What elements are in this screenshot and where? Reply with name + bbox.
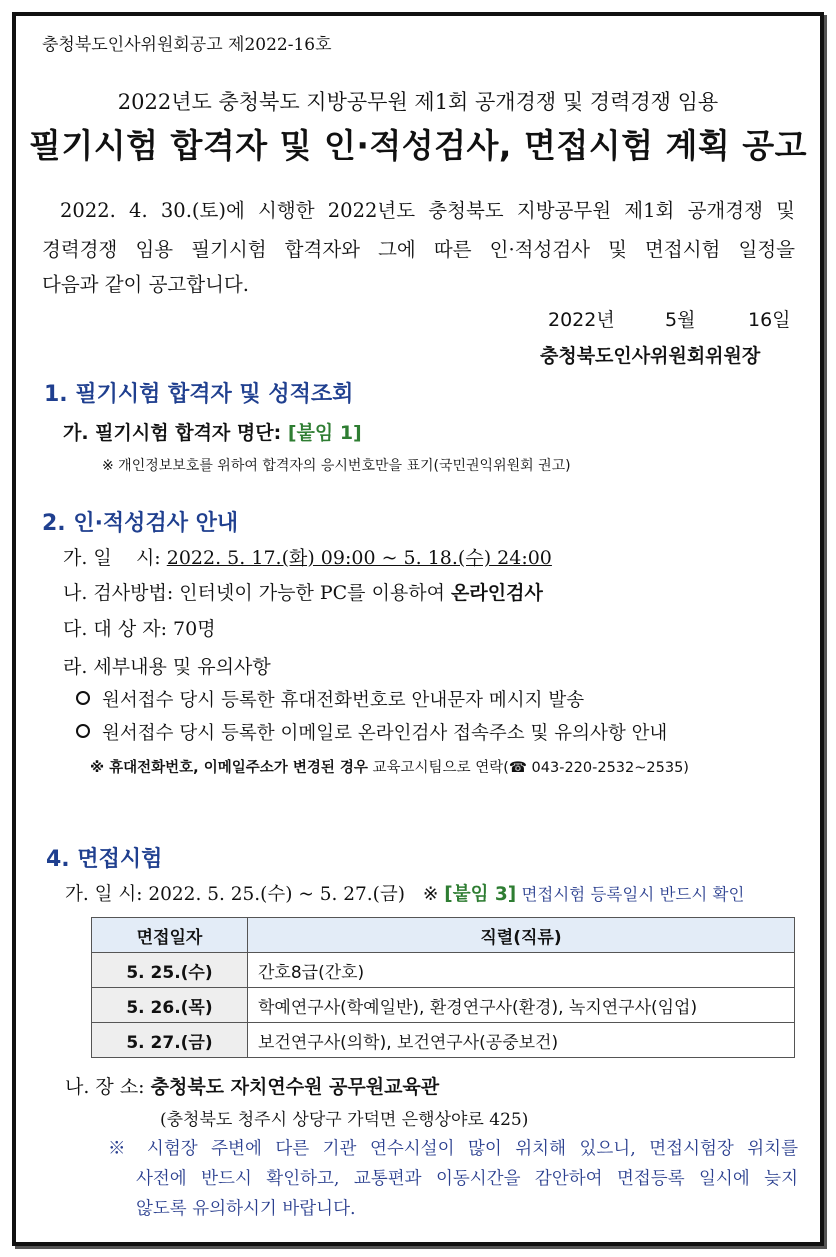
section4-schedule-label: 가. 일 시: 2022. 5. 25.(수) ~ 5. 27.(금) [65, 884, 405, 905]
section2-method-value: 온라인검사 [451, 582, 543, 604]
section2-method [63, 578, 543, 605]
issuer: 충청북도인사위원회위원장 [540, 345, 761, 367]
section2-details: 라. 세부내용 및 유의사항 [63, 656, 271, 678]
section2-method-label: 나. 검사방법: 인터넷이 가능한 PC를 이용하여 [63, 582, 452, 604]
intro-line-3: 다음과 같이 공고합니다. [42, 273, 249, 296]
note-mark: ※ [422, 884, 445, 905]
date-month: 5월 [665, 309, 696, 331]
section2-schedule-value: 2022. 5. 17.(화) 09:00 ~ 5. 18.(수) 24:00 [166, 547, 552, 569]
section2-bullet-2-text: 원서접수 당시 등록한 이메일로 온라인검사 접속주소 및 유의사항 안내 [102, 723, 668, 744]
section1-item-ga [63, 418, 362, 445]
warning-line-1: ※ 시험장 주변에 다른 기관 연수시설이 많이 위치해 있으니, 면접시험장 위치를 [108, 1139, 798, 1159]
table-cell-date: 5. 26.(목) [92, 988, 248, 1023]
section4-schedule-note [423, 884, 745, 905]
warning-line-2: 사전에 반드시 확인하고, 교통편과 이동시간을 감안하여 면접등록 일시에 늦지 [136, 1169, 798, 1189]
table-row [92, 953, 795, 988]
table-header-date: 면접일자 [92, 918, 248, 953]
notice-title: 필기시험 합격자 및 인·적성검사, 면접시험 계획 공고 [29, 126, 807, 165]
table-header-row [92, 918, 795, 953]
section2-note-bold: ※ 휴대전화번호, 이메일주소가 변경된 경우 [90, 760, 368, 776]
table-row [92, 988, 795, 1023]
table-cell-position: 간호8급(간호) [248, 953, 795, 988]
table-cell-position: 학예연구사(학예일반), 환경연구사(환경), 녹지연구사(임업) [248, 988, 795, 1023]
notice-subtitle: 2022년도 충청북도 지방공무원 제1회 공개경쟁 및 경력경쟁 임용 [117, 90, 719, 114]
date-year: 2022년 [548, 309, 615, 331]
notice-id: 충청북도인사위원회공고 제2022-16호 [42, 35, 332, 55]
section1-note: ※ 개인정보보호를 위하여 합격자의 응시번호만을 표기(국민권익위원회 권고) [102, 458, 571, 474]
section1-item-ga-label: 가. 필기시험 합격자 명단: [63, 422, 288, 444]
section1-heading: 1. 필기시험 합격자 및 성적조회 [44, 382, 354, 407]
warning-line-3: 않도록 유의하시기 바랍니다. [136, 1199, 356, 1219]
section2-schedule [63, 543, 552, 570]
section1-attachment-1: [붙임 1] [287, 422, 362, 444]
table-cell-date: 5. 27.(금) [92, 1023, 248, 1058]
bullet-circle-icon [76, 724, 90, 738]
section2-bullet-1 [76, 686, 584, 712]
section4-heading: 4. 면접시험 [46, 847, 163, 872]
section2-note [90, 756, 689, 777]
intro-line-1: 2022. 4. 30.(토)에 시행한 2022년도 충청북도 지방공무원 제1회 공개경쟁 및 [60, 199, 795, 222]
table-cell-position: 보건연구사(의학), 보건연구사(공중보건) [248, 1023, 795, 1058]
section2-target: 다. 대 상 자: 70명 [63, 618, 216, 640]
section2-bullet-2 [76, 719, 667, 745]
section4-note-text: 면접시험 등록일시 반드시 확인 [516, 885, 745, 904]
table-cell-date: 5. 25.(수) [92, 953, 248, 988]
section4-attachment-3: [붙임 3] [444, 884, 517, 905]
date-day: 16일 [748, 309, 791, 331]
section4-venue-value: 충청북도 자치연수원 공무원교육관 [150, 1076, 440, 1098]
section2-note-rest: 교육고시팀으로 연락(☎ 043-220-2532~2535) [367, 760, 689, 776]
section4-schedule [65, 880, 744, 906]
bullet-circle-icon [76, 691, 90, 705]
section2-heading: 2. 인·적성검사 안내 [42, 511, 239, 536]
table-row [92, 1023, 795, 1058]
section2-bullet-1-text: 원서접수 당시 등록한 휴대전화번호로 안내문자 메시지 발송 [102, 690, 585, 711]
interview-schedule-table [91, 917, 795, 1058]
section4-venue-label: 나. 장 소: [65, 1076, 151, 1098]
section2-schedule-label: 가. 일 시: [63, 547, 167, 569]
section4-address: (충청북도 청주시 상당구 가덕면 은행상야로 425) [160, 1110, 529, 1130]
intro-line-2: 경력경쟁 임용 필기시험 합격자와 그에 따른 인·적성검사 및 면접시험 일정을 [42, 238, 795, 261]
section4-venue [65, 1072, 439, 1099]
table-header-position: 직렬(직류) [248, 918, 795, 953]
